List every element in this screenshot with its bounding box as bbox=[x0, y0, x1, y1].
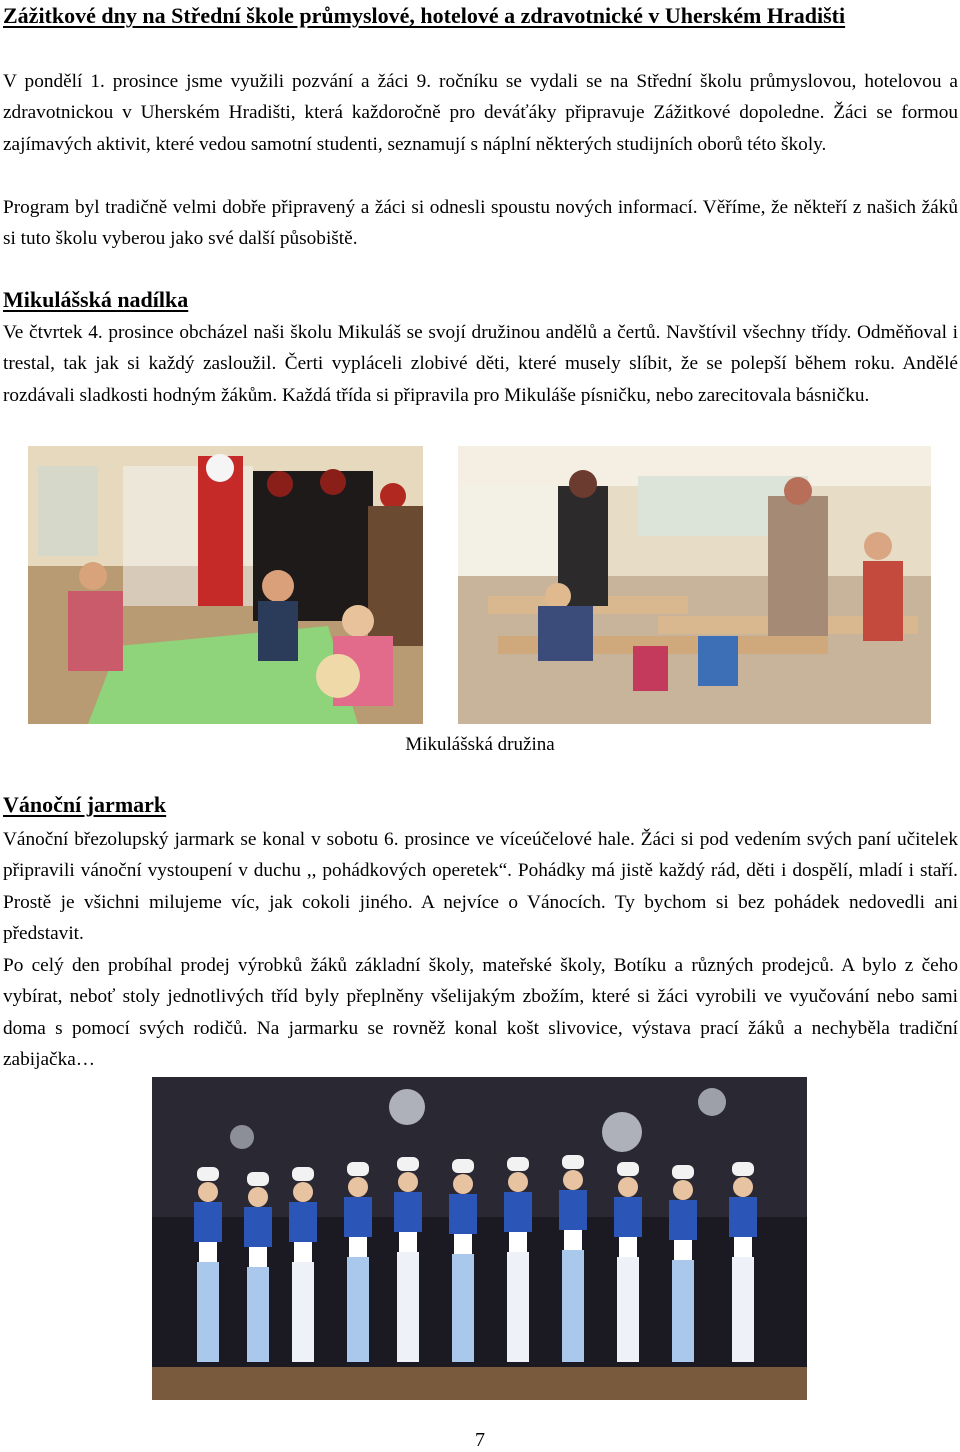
page-number: 7 bbox=[475, 1429, 485, 1451]
photo-caption: Mikulášská družina bbox=[405, 734, 555, 755]
title-vanocni-jarmark: Vánoční jarmark bbox=[3, 792, 167, 817]
title-mikulasska-nadilka: Mikulášská nadílka bbox=[3, 287, 189, 312]
title-zazitkove-dny: Zážitkové dny na Střední škole průmyslové, hotelové a zdravotnické v Uherském Hradišti bbox=[3, 3, 846, 28]
paragraph-jarmark-1: Vánoční březolupský jarmark se konal v sobotu 6. prosince ve víceúčelové hale. Žáci si pod vedením svých paní učitelek připravili vánoční vystoupení v duchu ,, pohádkových operetek“. Pohádky má jistě každý rád, děti i dospělí, mladí i staří. Prostě je všichni milujeme víc, jak cokoli jiného. A nejvíce o Vánocích. Ty bychom si bez pohádek nedovedli ani představit. bbox=[3, 829, 958, 944]
photo-mikulas-classroom bbox=[458, 446, 931, 724]
paragraph-zazitkove-1: V pondělí 1. prosince jsme využili pozvání a žáci 9. ročníku se vydali se na Střední školu průmyslovou, hotelovou a zdravotnickou v Uherském Hradišti, která každoročně pro deváťáky připravuje Zážitkové dopoledne. Žáci se formou zajímavých aktivit, které vedou samotní studenti, seznamují s náplní některých studijních oborů této školy. bbox=[3, 71, 958, 155]
photo-christmas-performance bbox=[152, 1077, 807, 1400]
paragraph-mikulas-1: Ve čtvrtek 4. prosince obcházel naši školu Mikuláš se svojí družinou andělů a čertů. Navštívil všechny třídy. Odměňoval i trestal, tak jak si každý zasloužil. Čerti vypláceli zlobivé děti, které musely slíbit, že se polepší během roku. Andělé rozdávali sladkosti hodným žákům. Každá třída si připravila pro Mikuláše písničku, nebo zarecitovala básničku. bbox=[3, 322, 958, 406]
paragraph-jarmark-2: Po celý den probíhal prodej výrobků žáků základní školy, mateřské školy, Botíku a různých prodejců. A bylo z čeho vybírat, neboť stoly jednotlivých tříd byly přeplněny všelijakým zbožím, které si žáci vyrobili ve vyučování nebo sami doma s pomocí svých rodičů. Na jarmarku se rovněž konal košt slivovice, výstava prací žáků a nechyběla tradiční zabijačka… bbox=[3, 955, 958, 1070]
photo-mikulas-group bbox=[28, 446, 423, 724]
paragraph-zazitkove-2: Program byl tradičně velmi dobře připravený a žáci si odnesli spoustu nových informací. Věříme, že někteří z našich žáků si tuto školu vyberou jako své další působiště. bbox=[3, 197, 958, 250]
